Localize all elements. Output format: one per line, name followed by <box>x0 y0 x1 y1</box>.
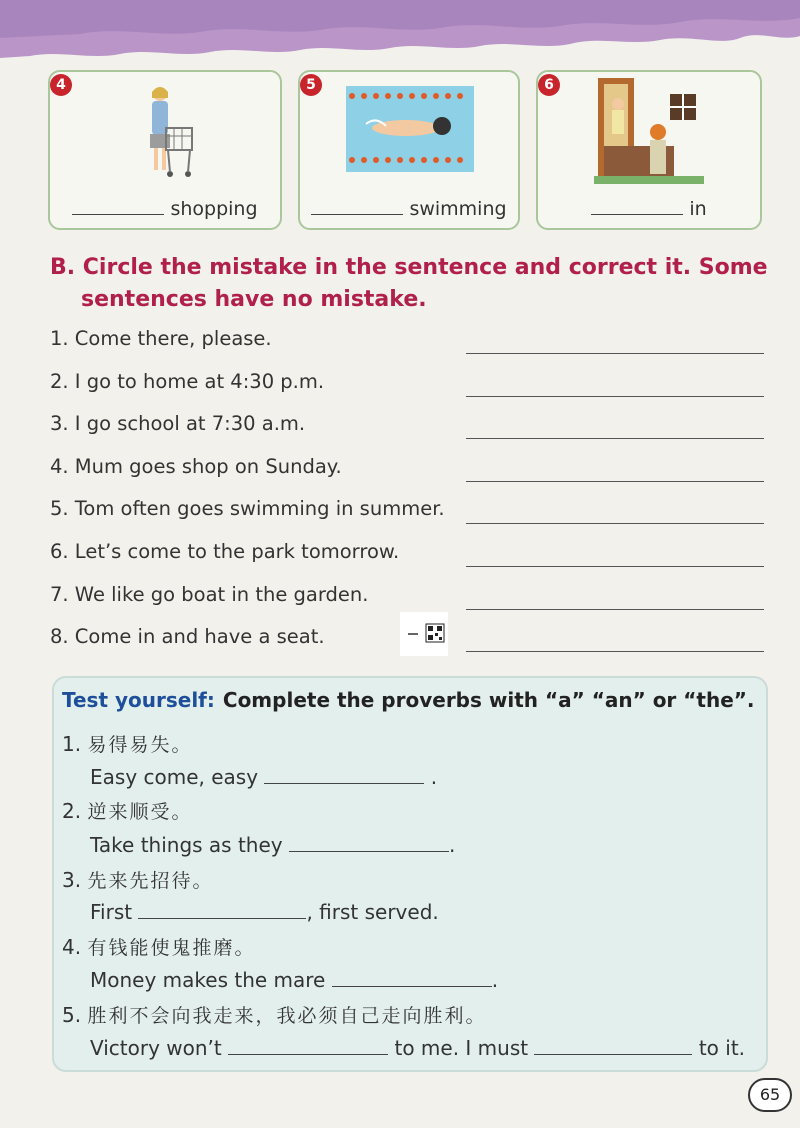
english-text: to me. I must <box>394 1036 529 1060</box>
sentence-text: 3. I go school at 7:30 a.m. <box>50 412 306 435</box>
chinese-proverb: 胜利不会向我走来，我必须自己走向胜利。 <box>87 1005 487 1027</box>
english-text: Money makes the mare <box>90 968 326 992</box>
card-caption <box>50 198 280 220</box>
english-text: , first served. <box>306 900 439 924</box>
card-number-badge: 6 <box>538 74 560 96</box>
answer-blank[interactable] <box>72 214 164 215</box>
sentence-text: 5. Tom often goes swimming in summer. <box>50 497 445 520</box>
sentence-text: 4. Mum goes shop on Sunday. <box>50 455 342 478</box>
picture-card-5 <box>298 70 520 230</box>
correction-line[interactable] <box>466 481 764 482</box>
answer-blank[interactable] <box>264 766 424 784</box>
sentence-text: 2. I go to home at 4:30 p.m. <box>50 370 325 393</box>
heading-line-1: B. Circle the mistake in the sentence and correct it. Some <box>50 255 768 280</box>
chinese-proverb: 逆来顺受。 <box>87 801 193 823</box>
answer-blank[interactable] <box>289 834 449 852</box>
proverb-item-5-english <box>90 1036 745 1060</box>
item-number: 3. <box>62 868 82 892</box>
heading-line-2: sentences have no mistake. <box>81 287 427 312</box>
sentence-row <box>50 370 770 400</box>
proverb-item-5-chinese <box>62 1001 486 1028</box>
chinese-proverb: 易得易失。 <box>87 734 193 756</box>
page-number: 65 <box>748 1078 792 1112</box>
swimming-boy-illustration <box>346 86 474 172</box>
section-b-heading <box>50 252 770 316</box>
english-text: Take things as they <box>90 833 283 857</box>
shopping-woman-illustration <box>138 84 198 188</box>
correction-line[interactable] <box>466 566 764 567</box>
english-text: Victory won’t <box>90 1036 222 1060</box>
answer-blank[interactable] <box>534 1037 692 1055</box>
item-number: 4. <box>62 935 82 959</box>
answer-blank[interactable] <box>228 1037 388 1055</box>
english-text: First <box>90 900 133 924</box>
english-text: to it. <box>698 1036 746 1060</box>
test-yourself-title <box>62 688 755 712</box>
test-yourself-instruction: Complete the proverbs with “a” “an” or “the”. <box>222 688 755 712</box>
correction-line[interactable] <box>466 396 764 397</box>
sentence-text: 6. Let’s come to the park tomorrow. <box>50 540 400 563</box>
top-decorative-band <box>0 0 800 70</box>
sentence-row <box>50 583 770 613</box>
sentence-row <box>50 455 770 485</box>
sentence-text: 7. We like go boat in the garden. <box>50 583 369 606</box>
proverb-item-4-english <box>90 968 498 992</box>
proverb-item-1-english <box>90 765 437 789</box>
item-number: 5. <box>62 1003 82 1027</box>
proverb-item-3-english <box>90 900 439 924</box>
proverb-item-1-chinese <box>62 730 192 757</box>
sentence-row <box>50 540 770 570</box>
caption-word: swimming <box>409 198 507 220</box>
card-caption <box>538 198 760 220</box>
chinese-proverb: 先来先招待。 <box>87 870 214 892</box>
item-number: 2. <box>62 799 82 823</box>
test-yourself-label: Test yourself: <box>62 688 215 712</box>
correction-line[interactable] <box>466 353 764 354</box>
english-text: . <box>448 833 456 857</box>
proverb-item-3-chinese <box>62 866 213 893</box>
correction-line[interactable] <box>466 651 764 652</box>
card-number-badge: 4 <box>50 74 72 96</box>
answer-blank[interactable] <box>591 214 683 215</box>
correction-line[interactable] <box>466 438 764 439</box>
english-text: . <box>491 968 499 992</box>
proverb-item-2-chinese <box>62 797 192 824</box>
proverb-item-4-chinese <box>62 933 255 960</box>
qr-code-icon <box>400 612 448 656</box>
sentence-row <box>50 497 770 527</box>
sentence-text: 8. Come in and have a seat. <box>50 625 325 648</box>
door-welcome-illustration <box>594 76 704 188</box>
correction-line[interactable] <box>466 523 764 524</box>
sentence-row <box>50 327 770 357</box>
english-text: Easy come, easy <box>90 765 259 789</box>
item-number: 1. <box>62 732 82 756</box>
caption-word: in <box>689 198 707 220</box>
answer-blank[interactable] <box>311 214 403 215</box>
correction-line[interactable] <box>466 609 764 610</box>
english-text: . <box>430 765 438 789</box>
sentence-row <box>50 412 770 442</box>
card-caption <box>300 198 518 220</box>
card-number-badge: 5 <box>300 74 322 96</box>
answer-blank[interactable] <box>332 969 492 987</box>
proverb-item-2-english <box>90 833 455 857</box>
chinese-proverb: 有钱能使鬼推磨。 <box>87 937 256 959</box>
picture-card-6 <box>536 70 762 230</box>
sentence-text: 1. Come there, please. <box>50 327 272 350</box>
answer-blank[interactable] <box>138 901 306 919</box>
caption-word: shopping <box>170 198 258 220</box>
picture-card-4 <box>48 70 282 230</box>
